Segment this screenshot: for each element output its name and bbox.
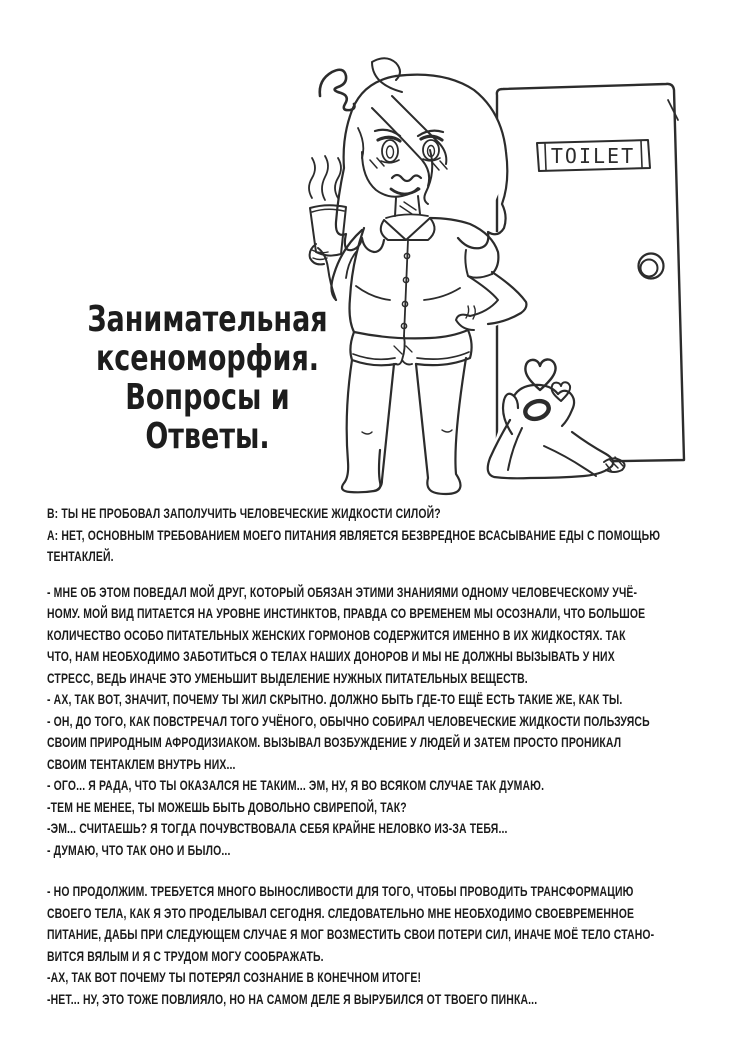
door-scratch-line [668, 100, 678, 120]
qa-paragraph-2 [47, 582, 736, 862]
doorknob [639, 254, 664, 279]
toilet-sign [537, 140, 650, 171]
qa-line: СТРЕСС, ВЕДЬ ИНАЧЕ ЭТО УМЕНЬШИТ ВЫДЕЛЕНИЕ НУЖНЫХ ПИТАТЕЛЬНЫХ ВЕЩЕСТВ. [47, 669, 528, 686]
qa-line: ТЕНТАКЛЕЙ. [47, 548, 114, 564]
qa-line: - ДУМАЮ, ЧТО ТАК ОНО И БЫЛО... [47, 841, 231, 858]
qa-line: КОЛИЧЕСТВО ОСОБО ПИТАТЕЛЬНЫХ ЖЕНСКИХ ГОРМОНОВ СОДЕРЖИТСЯ ИМЕННО В ИХ ЖИДКОСТЯХ. ТАК [47, 626, 626, 643]
qa-line: -АХ, ТАК ВОТ ПОЧЕМУ ТЫ ПОТЕРЯЛ СОЗНАНИЕ В КОНЕЧНОМ ИТОГЕ! [47, 969, 422, 985]
qa-line: - ОГО... Я РАДА, ЧТО ТЫ ОКАЗАЛСЯ НЕ ТАКИМ... ЭМ, НУ, Я ВО ВСЯКОМ СЛУЧАЕ ТАК ДУМАЮ. [47, 777, 545, 793]
qa-line: ПИТАНИЕ, ДАБЫ ПРИ СЛЕДУЮЩЕМ СЛУЧАЕ Я МОГ ВОЗМЕСТИТЬ СВОИ ПОТЕРИ СИЛ, ИНАЧЕ МОЁ ТЕЛО СТАНО- [47, 926, 655, 942]
qa-line: - ОН, ДО ТОГО, КАК ПОВСТРЕЧАЛ ТОГО УЧЁНОГО, ОБЫЧНО СОБИРАЛ ЧЕЛОВЕЧЕСКИЕ ЖИДКОСТИ ПОЛЬЗУЯСЬ [47, 712, 650, 729]
qa-line: СВОИМ ТЕНТАКЛЕМ ВНУТРЬ НИХ... [47, 755, 236, 772]
qa-text-block [47, 503, 736, 1010]
title-line: Ответы. [145, 416, 270, 457]
qa-line: СВОЕГО ТЕЛА, КАК Я ЭТО ПРОДЕЛЫВАЛ СЕГОДНЯ. СЛЕДОВАТЕЛЬНО МНЕ НЕОБХОДИМО СВОЕВРЕМЕННОЕ [47, 904, 635, 921]
toilet-sign-label: TOILET [550, 144, 636, 168]
annoyance-squiggle [320, 70, 355, 110]
qa-line: А: НЕТ, ОСНОВНЫМ ТРЕБОВАНИЕМ МОЕГО ПИТАНИЯ ЯВЛЯЕТСЯ БЕЗВРЕДНОЕ ВСАСЫВАНИЕ ЕДЫ С ПОМОЩЬЮ [47, 526, 661, 543]
qa-line: СВОИМ ПРИРОДНЫМ АФРОДИЗИАКОМ. ВЫЗЫВАЛ ВОЗБУЖДЕНИЕ У ЛЮДЕЙ И ЗАТЕМ ПРОСТО ПРОНИКАЛ [47, 734, 622, 750]
steam-squiggle [309, 158, 315, 198]
qa-line: -ЭМ... СЧИТАЕШЬ? Я ТОГДА ПОЧУВСТВОВАЛА СЕБЯ КРАЙНЕ НЕЛОВКО ИЗ-ЗА ТЕБЯ... [47, 820, 508, 836]
qa-line: -ТЕМ НЕ МЕНЕЕ, ТЫ МОЖЕШЬ БЫТЬ ДОВОЛЬНО СВИРЕПОЙ, ТАК? [47, 798, 407, 815]
qa-line: НОМУ. МОЙ ВИД ПИТАЕТСЯ НА УРОВНЕ ИНСТИНКТОВ, ПРАВДА СО ВРЕМЕНЕМ МЫ ОСОЗНАЛИ, ЧТО БОЛЬШОЕ [47, 605, 646, 621]
tentacle-creature [488, 359, 625, 478]
title-line: ксеноморфия. [95, 338, 320, 379]
qa-line: -НЕТ... НУ, ЭТО ТОЖЕ ПОВЛИЯЛО, НО НА САМОМ ДЕЛЕ Я ВЫРУБИЛСЯ ОТ ТВОЕГО ПИНКА... [47, 990, 538, 1007]
qa-line: ВИТСЯ ВЯЛЫМ И Я С ТРУДОМ МОГУ СООБРАЖАТЬ. [47, 947, 324, 964]
qa-line: - НО ПРОДОЛЖИМ. ТРЕБУЕТСЯ МНОГО ВЫНОСЛИВОСТИ ДЛЯ ТОГО, ЧТОБЫ ПРОВОДИТЬ ТРАНСФОРМАЦИЮ [47, 883, 634, 899]
qa-line: В: ТЫ НЕ ПРОБОВАЛ ЗАПОЛУЧИТЬ ЧЕЛОВЕЧЕСКИЕ ЖИДКОСТИ СИЛОЙ? [47, 505, 441, 521]
title-line: Вопросы и [125, 377, 290, 418]
steam-squiggle [322, 156, 328, 200]
qa-paragraph-1 [47, 503, 736, 568]
qa-line: - АХ, ТАК ВОТ, ЗНАЧИТ, ПОЧЕМУ ТЫ ЖИЛ СКРЫТНО. ДОЛЖНО БЫТЬ ГДЕ-ТО ЕЩЁ ЕСТЬ ТАКИЕ ЖЕ, КАК ТЫ. [47, 691, 623, 707]
qa-line: - МНЕ ОБ ЭТОМ ПОВЕДАЛ МОЙ ДРУГ, КОТОРЫЙ ОБЯЗАН ЭТИМИ ЗНАНИЯМИ ОДНОМУ ЧЕЛОВЕЧЕСКОМУ УЧЁ- [47, 583, 638, 600]
qa-line: ЧТО, НАМ НЕОБХОДИМО ЗАБОТИТЬСЯ О ТЕЛАХ НАШИХ ДОНОРОВ И МЫ НЕ ДОЛЖНЫ ВЫЗЫВАТЬ У НИХ [47, 648, 615, 664]
page-title [62, 300, 353, 456]
qa-paragraph-3 [47, 881, 736, 1010]
title-line: Занимательная [87, 299, 328, 340]
